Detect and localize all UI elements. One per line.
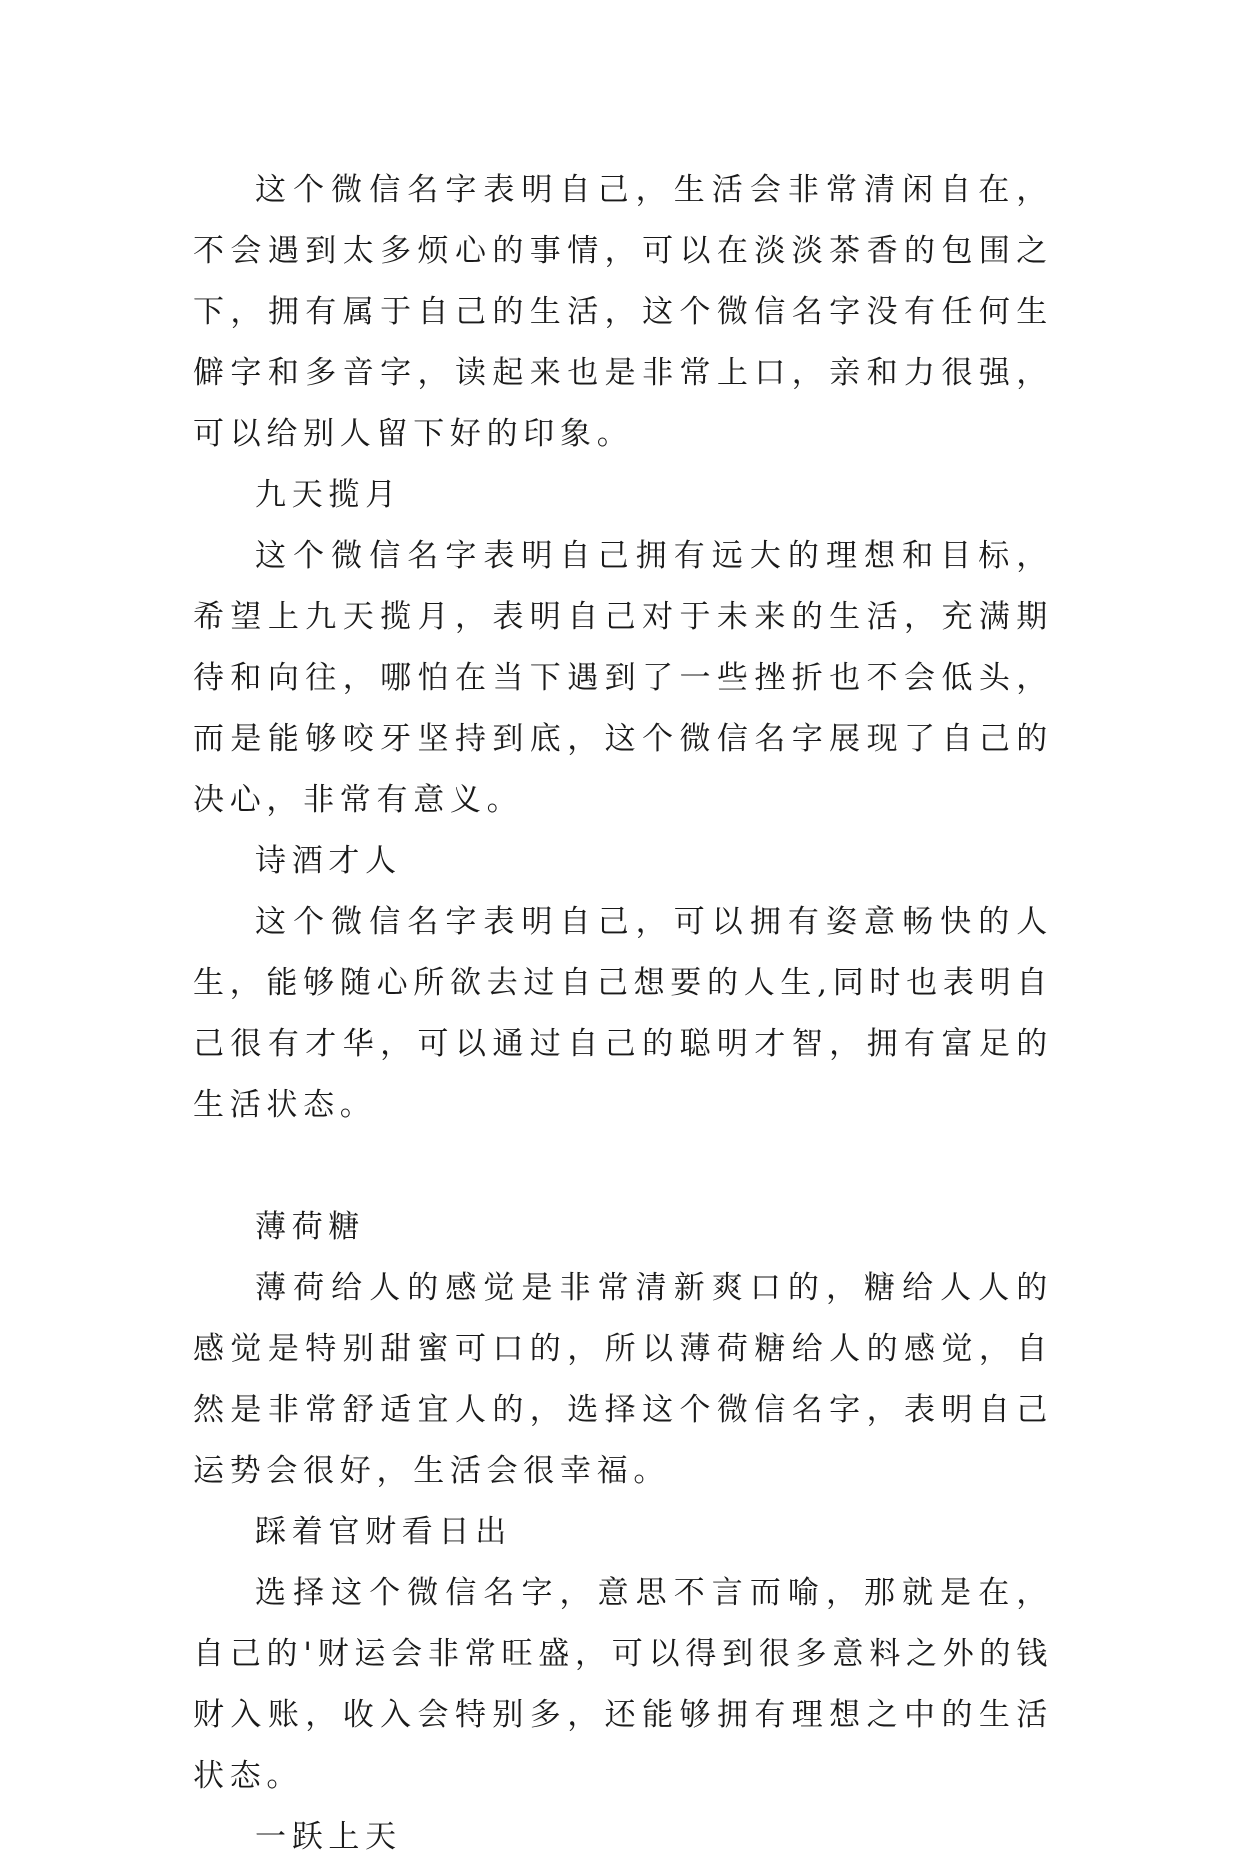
name-heading-yiyue-shangtian: 一跃上天 [255, 1819, 402, 1855]
name-heading-caizhe-guancai: 踩着官财看日出 [255, 1514, 512, 1550]
name-heading-jiutian-lanyue: 九天揽月 [255, 477, 402, 513]
name-heading-shijiu-cairen: 诗酒才人 [255, 843, 402, 879]
document-body [193, 160, 1053, 1868]
paragraph-jiutian-lanyue: 这个微信名字表明自己拥有远大的理想和目标，希望上九天揽月，表明自己对于未来的生活，充满期待和向往，哪怕在当下遇到了一些挫折也不会低头，而是能够咬牙坚持到底，这个微信名字展现了自己的决心，非常有意义。 [193, 538, 1053, 818]
name-heading-bohe-tang: 薄荷糖 [255, 1209, 366, 1245]
paragraph-caizhe-guancai: 选择这个微信名字，意思不言而喻，那就是在，自己的'财运会非常旺盛，可以得到很多意料之外的钱财入账，收入会特别多，还能够拥有理想之中的生活状态。 [193, 1575, 1053, 1794]
paragraph-shijiu-cairen: 这个微信名字表明自己，可以拥有姿意畅快的人生，能够随心所欲去过自己想要的人生,同时也表明自己很有才华，可以通过自己的聪明才智，拥有富足的生活状态。 [193, 904, 1053, 1123]
paragraph-tea-fragrance: 这个微信名字表明自己，生活会非常清闲自在，不会遇到太多烦心的事情，可以在淡淡茶香的包围之下，拥有属于自己的生活，这个微信名字没有任何生僻字和多音字，读起来也是非常上口，亲和力很强，可以给别人留下好的印象。 [193, 172, 1053, 452]
blank-line [193, 1136, 1053, 1197]
paragraph-bohe-tang: 薄荷给人的感觉是非常清新爽口的，糖给人人的感觉是特别甜蜜可口的，所以薄荷糖给人的感觉，自然是非常舒适宜人的，选择这个微信名字，表明自己运势会很好，生活会很幸福。 [193, 1270, 1053, 1489]
